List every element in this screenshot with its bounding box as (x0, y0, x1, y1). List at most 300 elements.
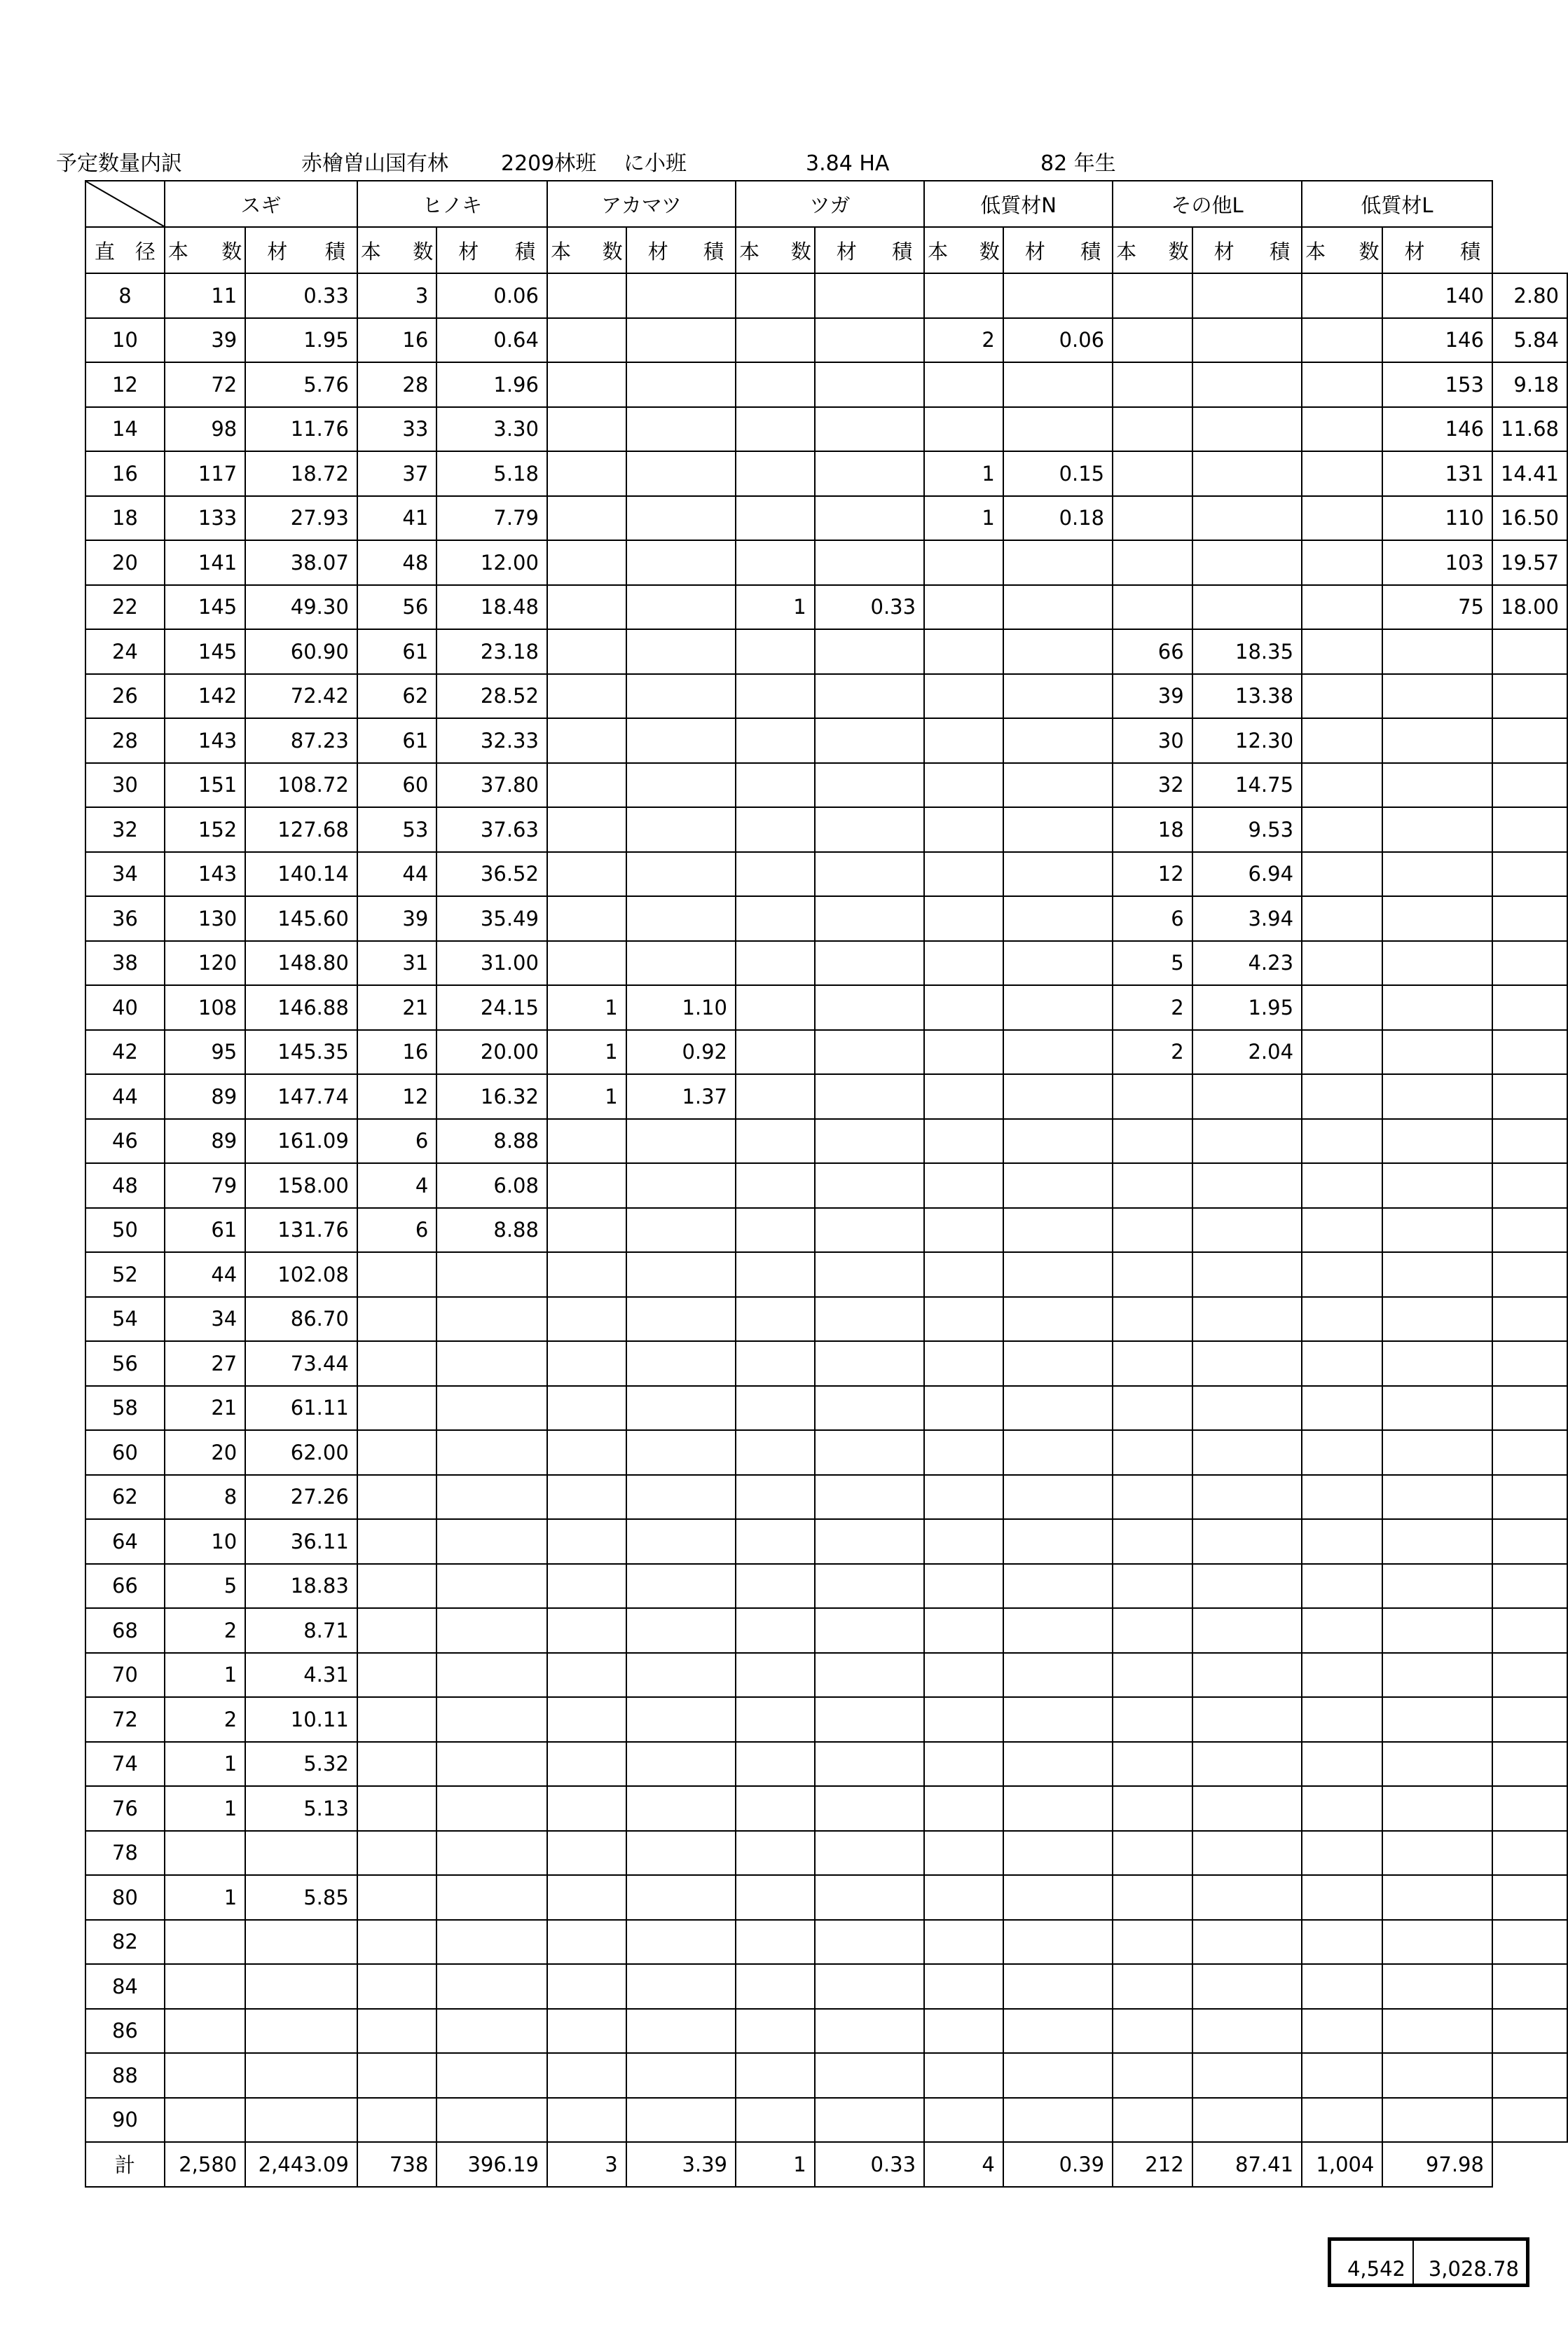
volume-cell (1382, 1831, 1492, 1876)
volume-header: 材 積 (436, 227, 547, 273)
volume-cell (436, 1608, 547, 1653)
count-cell (924, 1920, 1003, 1965)
volume-cell (1382, 1119, 1492, 1164)
table-row (85, 1252, 1567, 1297)
diameter-cell: 90 (85, 2098, 165, 2143)
count-cell (165, 2053, 245, 2098)
count-cell: 79 (165, 1163, 245, 1208)
diameter-cell: 86 (85, 2009, 165, 2054)
volume-cell (815, 941, 924, 986)
count-cell (1492, 2098, 1567, 2143)
volume-cell (1003, 1341, 1113, 1386)
count-cell: 1 (547, 985, 626, 1030)
count-cell (924, 1341, 1003, 1386)
volume-cell (815, 629, 924, 674)
count-cell (357, 1786, 437, 1831)
diameter-cell: 22 (85, 585, 165, 630)
count-cell (736, 896, 815, 941)
volume-cell (1192, 1475, 1302, 1520)
volume-cell (1192, 2009, 1302, 2054)
count-cell (547, 1252, 626, 1297)
count-cell (924, 985, 1003, 1030)
count-cell (1302, 1564, 1382, 1609)
count-cell (1113, 1608, 1192, 1653)
volume-cell: 5.85 (245, 1875, 357, 1920)
count-cell: 48 (357, 540, 437, 585)
table-row (85, 807, 1567, 852)
volume-cell (1382, 1742, 1492, 1787)
count-cell (924, 2053, 1003, 2098)
volume-cell: 161.09 (245, 1119, 357, 1164)
count-cell (1492, 1519, 1567, 1564)
count-cell (1113, 1742, 1192, 1787)
count-cell (1113, 1163, 1192, 1208)
count-cell (547, 407, 626, 452)
volume-cell (815, 1786, 924, 1831)
volume-cell (815, 674, 924, 719)
volume-cell (1192, 1519, 1302, 1564)
volume-cell (436, 1964, 547, 2009)
count-cell (1302, 2098, 1382, 2143)
species-header: スギ (165, 181, 357, 227)
count-cell (1492, 1697, 1567, 1742)
corner-cell (85, 181, 165, 227)
count-cell (1302, 1386, 1382, 1431)
diameter-cell: 42 (85, 1030, 165, 1075)
count-cell: 143 (165, 852, 245, 897)
total-volume-cell: 0.33 (815, 2142, 924, 2187)
volume-cell (1003, 2053, 1113, 2098)
count-cell: 31 (357, 941, 437, 986)
count-cell (736, 1742, 815, 1787)
total-count-cell: 738 (357, 2142, 437, 2187)
volume-cell: 1.96 (436, 362, 547, 407)
volume-cell (1192, 1742, 1302, 1787)
table-row (85, 1475, 1567, 1520)
count-cell: 6 (357, 1208, 437, 1253)
volume-cell (815, 1608, 924, 1653)
volume-cell (1003, 1831, 1113, 1876)
count-cell (357, 1697, 437, 1742)
volume-cell (1003, 362, 1113, 407)
count-cell (1492, 1430, 1567, 1475)
grand-total-volume: 3,028.78 (1428, 2257, 1519, 2281)
diameter-cell: 50 (85, 1208, 165, 1253)
diameter-cell: 28 (85, 718, 165, 763)
count-cell: 2 (1113, 1030, 1192, 1075)
count-cell (1302, 1163, 1382, 1208)
diameter-cell: 56 (85, 1341, 165, 1386)
volume-cell: 28.52 (436, 674, 547, 719)
count-cell (736, 362, 815, 407)
volume-cell: 153 (1382, 362, 1492, 407)
volume-cell: 8.71 (245, 1608, 357, 1653)
volume-cell: 145.60 (245, 896, 357, 941)
volume-cell (626, 273, 736, 318)
volume-cell: 0.64 (436, 318, 547, 363)
count-cell (736, 1564, 815, 1609)
count-cell (547, 2053, 626, 2098)
volume-cell: 7.79 (436, 496, 547, 541)
volume-cell: 1.95 (1192, 985, 1302, 1030)
volume-cell (815, 1519, 924, 1564)
species-header: 低質材L (1302, 181, 1492, 227)
volume-cell (436, 1341, 547, 1386)
count-cell (1302, 362, 1382, 407)
volume-cell (436, 1386, 547, 1431)
volume-cell: 87.23 (245, 718, 357, 763)
count-cell (1302, 1297, 1382, 1342)
volume-cell: 0.33 (815, 585, 924, 630)
volume-cell (1192, 1608, 1302, 1653)
count-cell (736, 1208, 815, 1253)
volume-cell: 38.07 (245, 540, 357, 585)
count-cell (1302, 1964, 1382, 2009)
table-row (85, 273, 1567, 318)
table-row (85, 763, 1567, 808)
count-header: 本 数 (357, 227, 437, 273)
volume-cell (245, 2053, 357, 2098)
count-cell (1302, 1697, 1382, 1742)
count-cell (547, 1653, 626, 1698)
count-cell (924, 1163, 1003, 1208)
table-row (85, 852, 1567, 897)
count-cell: 1 (547, 1074, 626, 1119)
count-cell (924, 1653, 1003, 1698)
volume-cell (1192, 1964, 1302, 2009)
count-cell (1492, 985, 1567, 1030)
compartment: 2209林班 (501, 151, 597, 176)
count-cell: 19.57 (1492, 540, 1567, 585)
volume-cell: 72.42 (245, 674, 357, 719)
count-header: 本 数 (547, 227, 626, 273)
count-cell: 34 (165, 1297, 245, 1342)
table-row (85, 407, 1567, 452)
count-cell (547, 1564, 626, 1609)
volume-cell (626, 1831, 736, 1876)
volume-cell: 36.52 (436, 852, 547, 897)
count-cell (736, 1786, 815, 1831)
volume-cell (815, 1341, 924, 1386)
total-count-cell: 3 (547, 2142, 626, 2187)
total-volume-cell: 2,443.09 (245, 2142, 357, 2187)
diameter-cell: 18 (85, 496, 165, 541)
count-cell: 2 (924, 318, 1003, 363)
table-row (85, 1653, 1567, 1698)
volume-cell (626, 674, 736, 719)
count-cell (736, 1119, 815, 1164)
volume-cell (1382, 718, 1492, 763)
count-cell: 12 (357, 1074, 437, 1119)
count-cell (924, 941, 1003, 986)
volume-cell (626, 318, 736, 363)
volume-cell (626, 1252, 736, 1297)
count-cell: 30 (1113, 718, 1192, 763)
count-cell (1302, 273, 1382, 318)
volume-cell: 86.70 (245, 1297, 357, 1342)
diameter-cell: 72 (85, 1697, 165, 1742)
volume-cell (1382, 674, 1492, 719)
count-cell (547, 496, 626, 541)
count-cell (547, 1697, 626, 1742)
count-header: 本 数 (1113, 227, 1192, 273)
count-cell (1302, 941, 1382, 986)
volume-cell (626, 763, 736, 808)
volume-cell (626, 2098, 736, 2143)
count-cell (1302, 763, 1382, 808)
count-cell (1302, 1475, 1382, 1520)
count-cell (357, 2098, 437, 2143)
volume-cell (436, 1475, 547, 1520)
volume-cell (1192, 1297, 1302, 1342)
count-cell (165, 2009, 245, 2054)
count-cell (547, 1430, 626, 1475)
count-cell (924, 1252, 1003, 1297)
volume-cell (626, 807, 736, 852)
volume-cell: 5.13 (245, 1786, 357, 1831)
document-header (0, 150, 1568, 178)
volume-cell (815, 1742, 924, 1787)
count-cell (924, 1742, 1003, 1787)
table-row (85, 1742, 1567, 1787)
diameter-cell: 12 (85, 362, 165, 407)
count-cell (1302, 674, 1382, 719)
count-cell (736, 451, 815, 496)
diameter-cell: 34 (85, 852, 165, 897)
count-cell (547, 941, 626, 986)
table-row (85, 941, 1567, 986)
table-row (85, 1208, 1567, 1253)
count-cell (547, 273, 626, 318)
volume-cell: 1.10 (626, 985, 736, 1030)
volume-cell (1382, 1697, 1492, 1742)
volume-cell (1192, 407, 1302, 452)
count-cell (547, 807, 626, 852)
count-cell (736, 318, 815, 363)
count-cell: 27 (165, 1341, 245, 1386)
count-cell (1492, 1208, 1567, 1253)
diameter-cell: 58 (85, 1386, 165, 1431)
count-cell (736, 1964, 815, 2009)
volume-cell (1003, 1742, 1113, 1787)
count-cell (547, 1341, 626, 1386)
volume-cell (245, 1831, 357, 1876)
count-cell (1492, 1831, 1567, 1876)
count-cell (1113, 318, 1192, 363)
volume-cell (815, 1875, 924, 1920)
volume-cell (626, 1341, 736, 1386)
volume-cell: 23.18 (436, 629, 547, 674)
count-cell (1492, 1163, 1567, 1208)
count-cell (1302, 540, 1382, 585)
volume-cell (815, 1119, 924, 1164)
diameter-cell: 88 (85, 2053, 165, 2098)
volume-header: 材 積 (1192, 227, 1302, 273)
volume-cell (436, 1742, 547, 1787)
count-cell (736, 941, 815, 986)
count-cell (924, 1208, 1003, 1253)
volume-cell (1382, 1030, 1492, 1075)
count-cell (357, 1297, 437, 1342)
volume-cell: 148.80 (245, 941, 357, 986)
count-cell: 95 (165, 1030, 245, 1075)
count-cell: 1 (547, 1030, 626, 1075)
count-cell (924, 2009, 1003, 2054)
volume-cell (1003, 1564, 1113, 1609)
count-cell: 8 (165, 1475, 245, 1520)
volume-cell (436, 1920, 547, 1965)
table-row (85, 1608, 1567, 1653)
count-cell: 28 (357, 362, 437, 407)
diameter-cell: 66 (85, 1564, 165, 1609)
count-cell (547, 1297, 626, 1342)
volume-cell (245, 2009, 357, 2054)
count-cell (547, 1386, 626, 1431)
volume-cell (1192, 1697, 1302, 1742)
totals-label: 計 (85, 2142, 165, 2187)
volume-cell (1382, 1252, 1492, 1297)
volume-cell: 18.83 (245, 1564, 357, 1609)
count-cell: 89 (165, 1074, 245, 1119)
count-cell (1113, 1430, 1192, 1475)
count-cell (1302, 629, 1382, 674)
volume-cell: 14.75 (1192, 763, 1302, 808)
count-cell: 33 (357, 407, 437, 452)
volume-cell (1003, 1697, 1113, 1742)
count-cell (1492, 1653, 1567, 1698)
count-cell: 2 (165, 1697, 245, 1742)
diameter-cell: 70 (85, 1653, 165, 1698)
count-header: 本 数 (924, 227, 1003, 273)
diameter-cell: 32 (85, 807, 165, 852)
volume-cell (1382, 1519, 1492, 1564)
diameter-cell: 14 (85, 407, 165, 452)
volume-cell (815, 2053, 924, 2098)
count-cell (1113, 1920, 1192, 1965)
diameter-cell: 80 (85, 1875, 165, 1920)
count-cell (1302, 2053, 1382, 2098)
volume-cell: 6.08 (436, 1163, 547, 1208)
count-cell (547, 1831, 626, 1876)
volume-header: 材 積 (245, 227, 357, 273)
count-cell: 61 (165, 1208, 245, 1253)
count-cell (924, 362, 1003, 407)
count-cell (1302, 1430, 1382, 1475)
table-row (85, 540, 1567, 585)
volume-cell (1003, 941, 1113, 986)
volume-cell (626, 1297, 736, 1342)
count-cell (924, 1030, 1003, 1075)
count-cell: 12 (1113, 852, 1192, 897)
count-cell: 72 (165, 362, 245, 407)
volume-cell: 12.00 (436, 540, 547, 585)
volume-cell (815, 852, 924, 897)
volume-cell (436, 2098, 547, 2143)
table-row (85, 585, 1567, 630)
volume-cell: 18.35 (1192, 629, 1302, 674)
count-cell: 44 (357, 852, 437, 897)
count-cell (736, 1653, 815, 1698)
count-cell (924, 540, 1003, 585)
volume-cell (626, 896, 736, 941)
total-count-cell: 212 (1113, 2142, 1192, 2187)
table-row (85, 1920, 1567, 1965)
count-cell (924, 896, 1003, 941)
count-cell (547, 1875, 626, 1920)
count-cell: 2 (1113, 985, 1192, 1030)
count-cell: 152 (165, 807, 245, 852)
count-cell: 4 (357, 1163, 437, 1208)
count-cell (357, 1475, 437, 1520)
count-cell (1302, 1875, 1382, 1920)
count-cell (547, 2098, 626, 2143)
volume-cell (1382, 985, 1492, 1030)
diameter-cell: 82 (85, 1920, 165, 1965)
volume-cell: 18.72 (245, 451, 357, 496)
diameter-cell: 48 (85, 1163, 165, 1208)
volume-header: 材 積 (1382, 227, 1492, 273)
count-cell: 21 (165, 1386, 245, 1431)
volume-cell (1003, 2009, 1113, 2054)
volume-cell (626, 1475, 736, 1520)
volume-cell (1192, 273, 1302, 318)
diameter-cell: 8 (85, 273, 165, 318)
count-cell: 5 (1113, 941, 1192, 986)
count-cell: 89 (165, 1119, 245, 1164)
count-cell: 1 (165, 1875, 245, 1920)
volume-cell (815, 1386, 924, 1431)
volume-cell (815, 362, 924, 407)
volume-cell: 8.88 (436, 1119, 547, 1164)
volume-cell (1003, 629, 1113, 674)
total-count-cell: 1,004 (1302, 2142, 1382, 2187)
volume-cell (1382, 852, 1492, 897)
volume-cell (1382, 1786, 1492, 1831)
count-cell: 98 (165, 407, 245, 452)
count-cell: 1 (165, 1786, 245, 1831)
total-count-cell: 1 (736, 2142, 815, 2187)
volume-cell (1382, 2098, 1492, 2143)
volume-cell (436, 1875, 547, 1920)
count-cell: 39 (1113, 674, 1192, 719)
count-cell (1302, 896, 1382, 941)
forest-name: 赤檜曽山国有林 (301, 151, 448, 176)
table-row (85, 1697, 1567, 1742)
count-cell (1113, 1208, 1192, 1253)
volume-cell: 1.95 (245, 318, 357, 363)
volume-cell (1003, 1475, 1113, 1520)
count-cell (736, 2098, 815, 2143)
count-cell (924, 1297, 1003, 1342)
volume-cell (1192, 1341, 1302, 1386)
volume-cell (815, 1297, 924, 1342)
volume-cell: 4.31 (245, 1653, 357, 1698)
volume-cell: 4.23 (1192, 941, 1302, 986)
volume-cell: 0.06 (436, 273, 547, 318)
count-cell (736, 1920, 815, 1965)
volume-cell: 12.30 (1192, 718, 1302, 763)
count-cell (547, 718, 626, 763)
volume-cell (815, 1831, 924, 1876)
volume-cell (1003, 1875, 1113, 1920)
volume-cell (1382, 896, 1492, 941)
count-cell (547, 318, 626, 363)
count-cell: 9.18 (1492, 362, 1567, 407)
volume-cell: 24.15 (436, 985, 547, 1030)
header-row-measures (85, 227, 1567, 273)
volume-header: 材 積 (815, 227, 924, 273)
count-cell: 2 (165, 1608, 245, 1653)
